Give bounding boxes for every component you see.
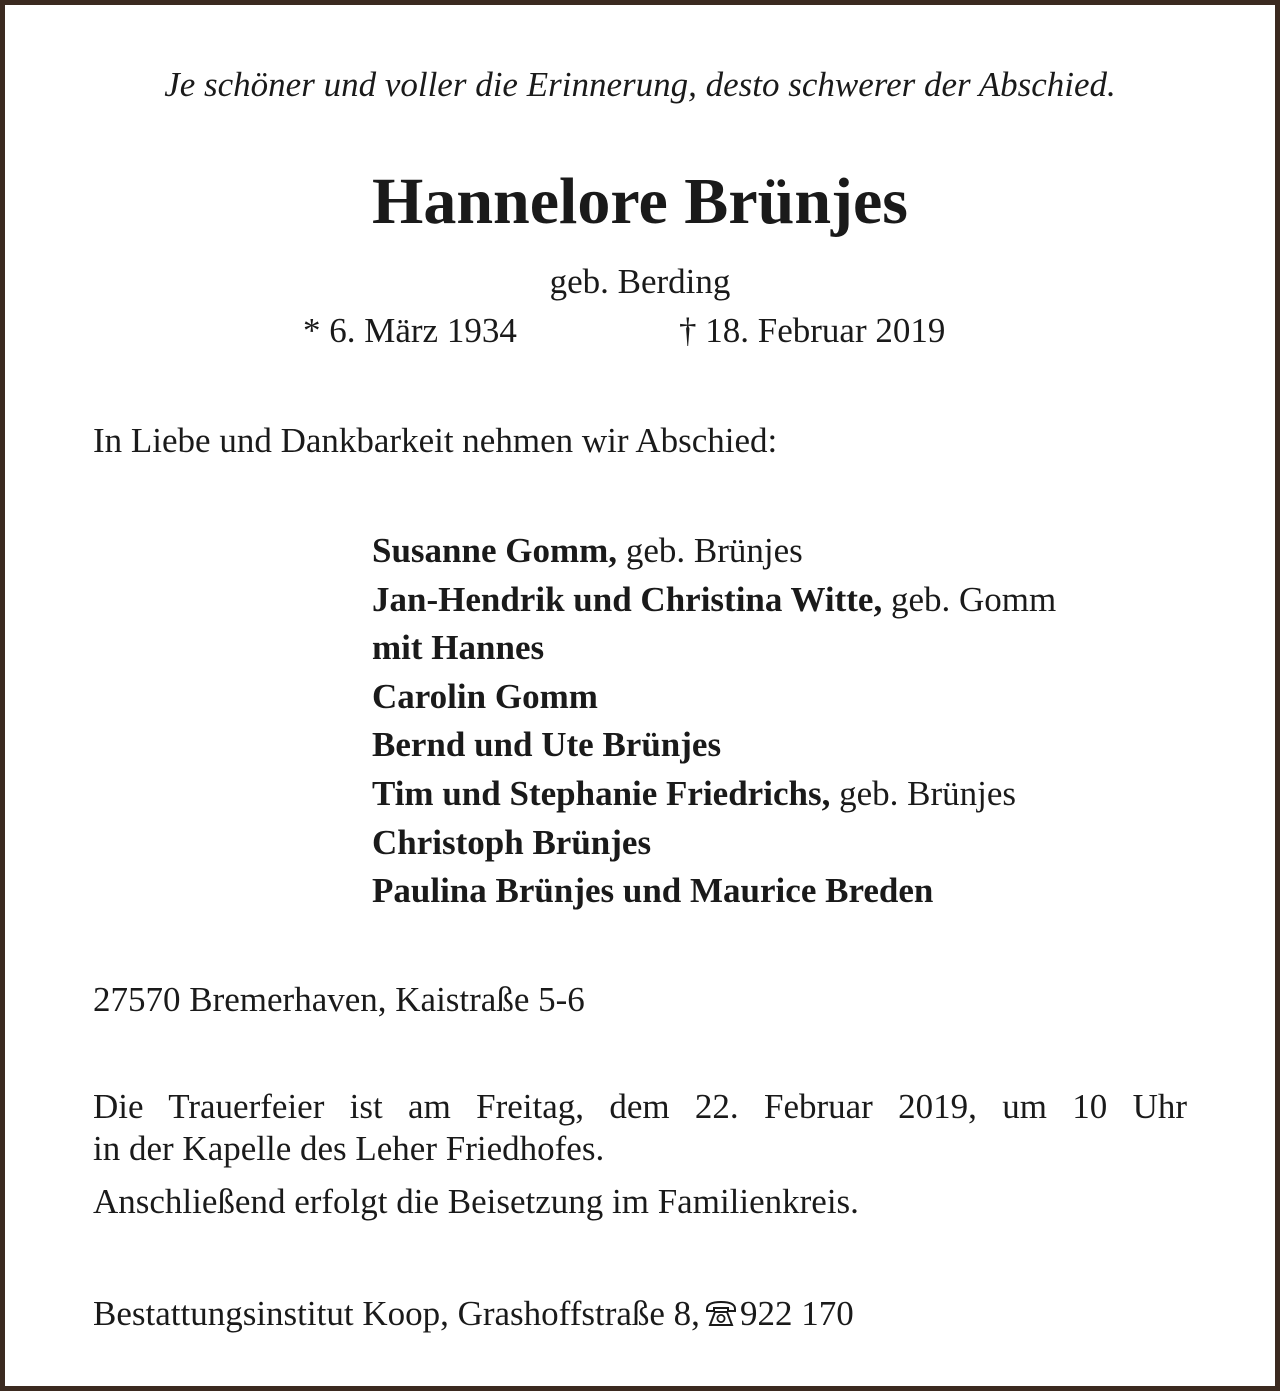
motto-quote: Je schöner und voller die Erinnerung, desto schwerer der Abschied. [164,65,1116,104]
mourner-entry [372,527,1056,576]
mourner-name: Christoph Brünjes [372,822,652,862]
family-address: 27570 Bremerhaven, Kaistraße 5-6 [93,980,585,1019]
mourner-note: geb. Brünjes [617,531,803,570]
mourner-name: Jan-Hendrik und Christina Witte, [372,579,883,619]
mourner-entry [372,673,1056,722]
mourner-name: mit Hannes [372,628,545,668]
mourner-entry [372,867,1056,916]
mourner-entry [372,819,1056,868]
mourner-entry [372,770,1056,819]
service-line-1: Die Trauerfeier ist am Freitag, dem 22. Februar 2019, um 10 Uhr [93,1087,1187,1126]
farewell-intro: In Liebe und Dankbarkeit nehmen wir Abschied: [93,421,778,460]
funeral-service-info [93,1086,1187,1170]
service-line-2: in der Kapelle des Leher Friedhofes. [93,1129,605,1168]
mourner-entry [372,721,1056,770]
deceased-name: Hannelore Brünjes [372,165,908,238]
mourner-name: Susanne Gomm, [372,531,618,570]
undertaker-info [93,1292,854,1340]
burial-note: Anschließend erfolgt die Beisetzung im Familienkreis. [93,1182,859,1221]
mourner-entry [372,576,1056,625]
mourner-name: Carolin Gomm [372,676,598,716]
death-date: † 18. Februar 2019 [679,311,946,350]
mourner-name: Paulina Brünjes und Maurice Breden [372,871,934,911]
undertaker-phone: 922 170 [739,1294,854,1333]
mourner-entry [372,624,1056,673]
mourner-name: Tim und Stephanie Friedrichs, [372,773,831,813]
mourner-note: geb. Brünjes [830,773,1016,813]
undertaker-text: Bestattungsinstitut Koop, Grashoffstraße 8, [93,1294,700,1333]
mourners-list [372,527,1056,916]
telephone-icon [704,1296,738,1340]
maiden-name: geb. Berding [549,262,731,301]
mourner-name: Bernd und Ute Brünjes [372,725,722,765]
mourner-note: geb. Gomm [882,579,1057,619]
birth-date: * 6. März 1934 [303,311,517,350]
